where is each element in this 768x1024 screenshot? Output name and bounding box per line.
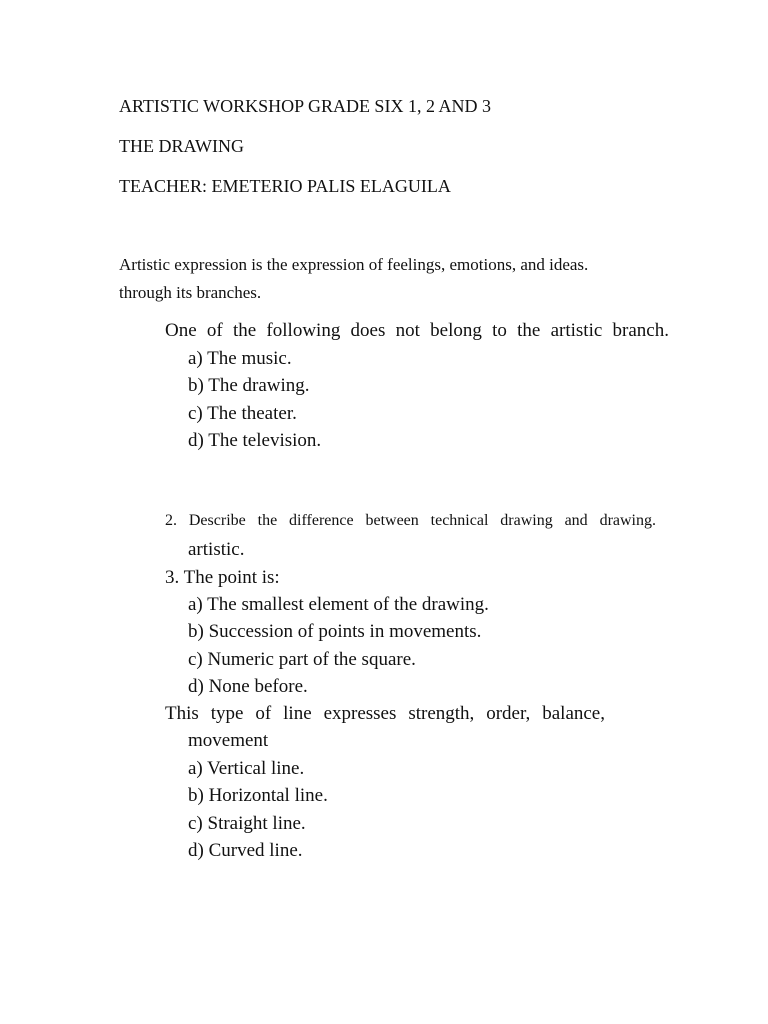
question-3-option-b: b) Succession of points in movements. bbox=[188, 621, 482, 642]
question-3-option-d: d) None before. bbox=[188, 676, 308, 697]
question-1-text: One of the following does not belong to the artistic branch. bbox=[165, 320, 669, 341]
question-3-text: 3. The point is: bbox=[165, 567, 280, 588]
question-2-text: 2. Describe the difference between technical drawing and drawing. bbox=[165, 512, 656, 529]
question-4-option-d: d) Curved line. bbox=[188, 840, 303, 861]
teacher-name: TEACHER: EMETERIO PALIS ELAGUILA bbox=[119, 176, 451, 196]
question-2-continuation: artistic. bbox=[188, 539, 245, 560]
intro-line-2: through its branches. bbox=[119, 283, 262, 302]
question-1-option-c: c) The theater. bbox=[188, 403, 297, 424]
question-3-option-a: a) The smallest element of the drawing. bbox=[188, 594, 489, 615]
question-1-option-d: d) The television. bbox=[188, 430, 322, 451]
worksheet-title: ARTISTIC WORKSHOP GRADE SIX 1, 2 AND 3 bbox=[119, 96, 491, 116]
question-4-option-c: c) Straight line. bbox=[188, 813, 306, 834]
question-3-option-c: c) Numeric part of the square. bbox=[188, 649, 416, 670]
question-4-option-b: b) Horizontal line. bbox=[188, 785, 328, 806]
question-4-text: This type of line expresses strength, order, balance, bbox=[165, 703, 605, 724]
question-4-option-a: a) Vertical line. bbox=[188, 758, 305, 779]
question-1-option-b: b) The drawing. bbox=[188, 375, 310, 396]
question-4-continuation: movement bbox=[188, 730, 269, 751]
intro-line-1: Artistic expression is the expression of feelings, emotions, and ideas. bbox=[119, 255, 589, 274]
question-1-option-a: a) The music. bbox=[188, 348, 292, 369]
worksheet-subtitle: THE DRAWING bbox=[119, 136, 245, 156]
